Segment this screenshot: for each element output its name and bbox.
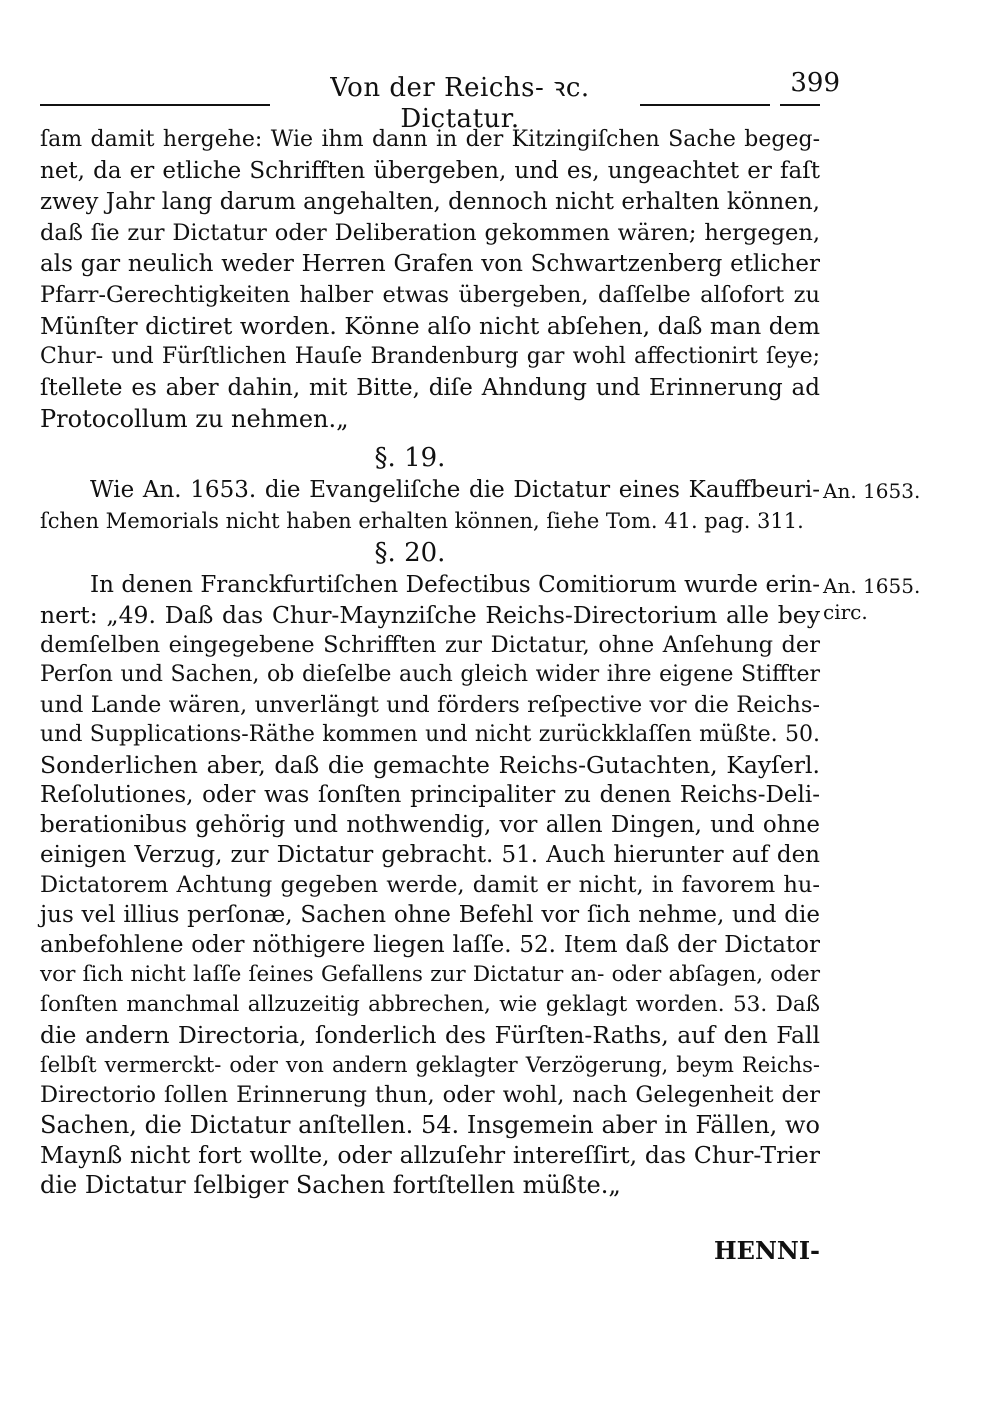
text-line: vor ſich nicht laſſe ſeines Gefallens zur Dictatur an- oder abſagen, oder [40, 962, 820, 987]
text-line: ſchen Memorials nicht haben erhalten können, ſiehe Tom. 41. pag. 311. [40, 509, 804, 533]
text-line: ſam damit hergehe: Wie ihm dann in der Kitzingiſchen Sache begeg- [40, 127, 820, 152]
text-line: Chur- und Fürſtlichen Hauſe Brandenburg gar wohl affectionirt ſeye; [40, 344, 820, 369]
text-line: einigen Verzug, zur Dictatur gebracht. 51. Auch hierunter auf den [40, 842, 820, 868]
text-line: Sonderlichen aber, daß die gemachte Reichs-Gutachten, Kayſerl. [40, 751, 820, 779]
text-line: Perſon und Sachen, ob dieſelbe auch gleich wider ihre eigene Stiffter [40, 662, 820, 687]
text-line: Maynß nicht fort wollte, oder allzuſehr intereſſirt, das Chur-Trier [40, 1141, 820, 1169]
margin-note: An. 1655. [823, 574, 921, 598]
text-line: berationibus gehörig und nothwendig, vor allen Dingen, und ohne [40, 812, 820, 838]
text-line: jus vel illius perſonæ, Sachen ohne Befehl vor ſich nehme, und die [40, 902, 820, 928]
text-line: Protocollum zu nehmen.„ [40, 405, 349, 433]
text-line: die Dictatur ſelbiger Sachen fortſtellen müßte.„ [40, 1171, 621, 1199]
text-line: und Supplications-Räthe kommen und nicht zurückklaſſen müßte. 50. [40, 722, 820, 747]
catchword: HENNI- [713, 1236, 820, 1265]
text-line: ſtellete es aber dahin, mit Bitte, diſe Ahndung und Erinnerung ad [40, 375, 820, 401]
text-line: die andern Directoria, ſonderlich des Fürſten-Raths, auf den Fall [40, 1021, 820, 1049]
text-line: Dictatorem Achtung gegeben werde, damit er nicht, in favorem hu- [40, 872, 820, 898]
text-line: Pfarr-Gerechtigkeiten halber etwas übergeben, daſſelbe alſofort zu [40, 282, 820, 308]
page-number: 399 [790, 68, 840, 98]
text-line: net, da er etliche Schrifften übergeben, und es, ungeachtet er faſt [40, 158, 820, 184]
margin-note: An. 1653. [823, 479, 921, 503]
text-line: In denen Franckfurtiſchen Defectibus Comitiorum wurde erin- [90, 572, 820, 598]
text-line: Wie An. 1653. die Evangeliſche die Dictatur eines Kauffbeuri- [90, 477, 820, 503]
section-heading: §. 20. [374, 538, 446, 568]
text-line: Sachen, die Dictatur anſtellen. 54. Insgemein aber in Fällen, wo [40, 1111, 820, 1139]
text-line: daß ſie zur Dictatur oder Deliberation gekommen wären; hergegen, [40, 220, 820, 246]
text-line: ſelbſt vermerckt- oder von andern geklagter Verzögerung, beym Reichs- [40, 1053, 820, 1077]
text-line: demſelben eingegebene Schrifften zur Dictatur, ohne Anſehung der [40, 632, 820, 658]
text-line: und Lande wären, unverlängt und förders reſpective vor die Reichs- [40, 692, 820, 718]
header-rule [40, 104, 270, 106]
text-line: Directorio ſollen Erinnerung thun, oder wohl, nach Gelegenheit der [40, 1082, 820, 1108]
header-rule [640, 104, 770, 106]
text-line: nert: „49. Daß das Chur-Maynziſche Reichs-Directorium alle bey [40, 601, 820, 629]
text-line: Reſolutiones, oder was ſonſten principaliter zu denen Reichs-Deli- [40, 782, 820, 808]
text-line: als gar neulich weder Herren Grafen von Schwartzenberg etlicher [40, 251, 820, 277]
text-line: anbefohlene oder nöthigere liegen laſſe. 52. Item daß der Dictator [40, 932, 820, 958]
section-heading: §. 19. [374, 443, 446, 473]
margin-note: circ. [823, 600, 868, 624]
text-line: zwey Jahr lang darum angehalten, dennoch nicht erhalten können, [40, 189, 820, 215]
text-line: ſonſten manchmal allzuzeitig abbrechen, wie geklagt worden. 53. Daß [40, 992, 820, 1017]
text-line: Münſter dictiret worden. Könne alſo nicht abſehen, daß man dem [40, 312, 820, 340]
header-rule [780, 104, 820, 106]
running-title: Von der Reichs- ꝛc. Dictatur. [330, 73, 590, 134]
